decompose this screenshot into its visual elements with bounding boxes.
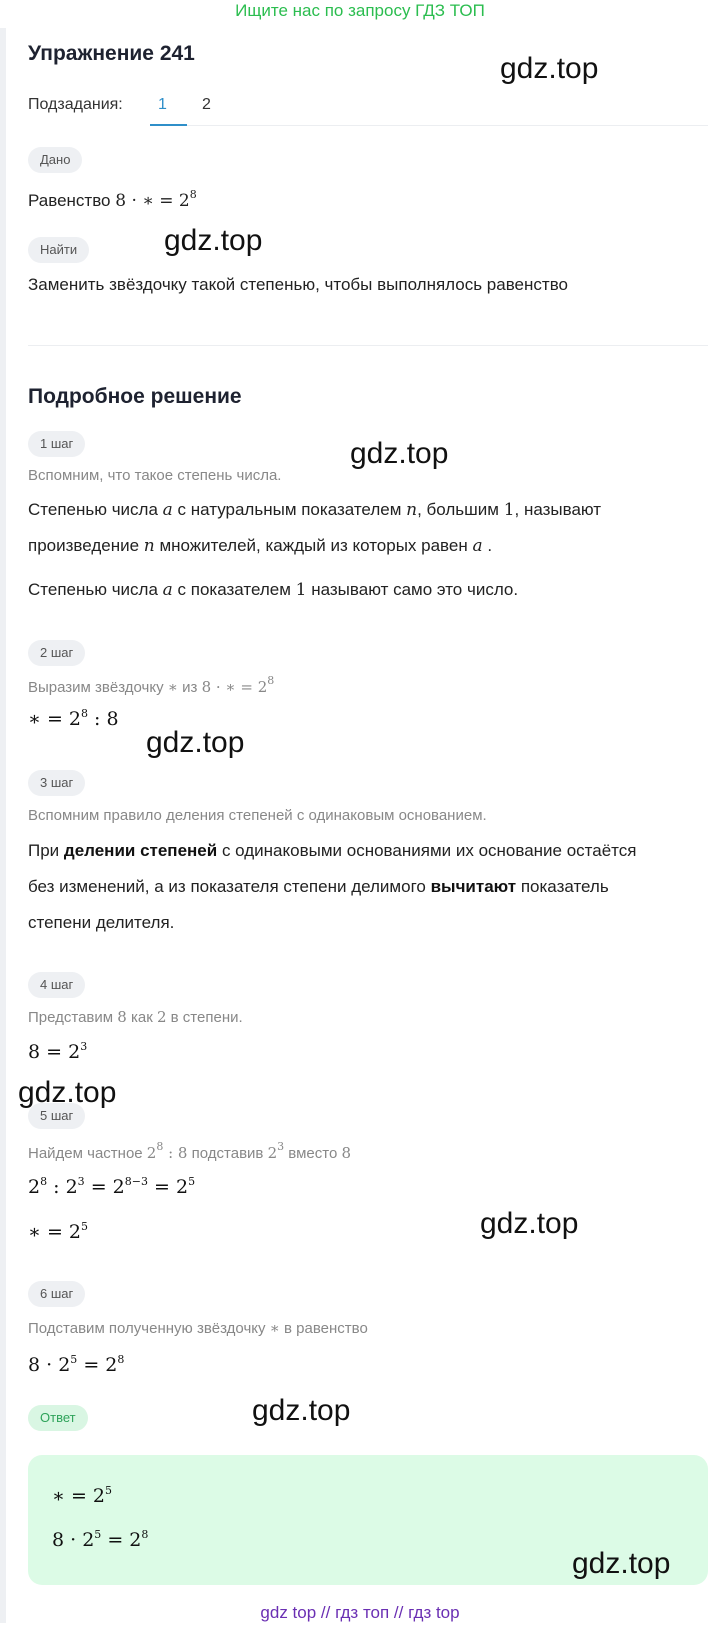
solution-title: Подробное решение: [28, 385, 242, 408]
step-3-line-1: При делении степеней с одинаковыми основаниями их основание остаётся: [28, 841, 637, 860]
given-formula: 8 · ∗ = $2^8$: [115, 188, 197, 211]
step-4-hint: Представим 8 как 2 в степени.: [28, 1008, 243, 1026]
find-text: Заменить звёздочку такой степенью, чтобы выполнялось равенство: [28, 275, 568, 294]
tabs-divider: [187, 125, 708, 126]
given-prefix: Равенство: [28, 191, 111, 210]
step-5-formula-1: $2^8$ : $2^3 = 2^{8-3} = 2^5$: [28, 1175, 196, 1198]
find-pill: Найти: [28, 237, 89, 263]
watermark: gdz.top: [146, 726, 245, 759]
step-2-pill: 2 шаг: [28, 640, 85, 666]
step-6-formula: $8 \cdot 2^5 = 2^8$: [28, 1353, 125, 1376]
given-pill: Дано: [28, 147, 82, 173]
step-3-hint: Вспомним правило деления степеней с одинаковым основанием.: [28, 807, 487, 824]
section-divider: [28, 345, 708, 346]
step-1-hint: Вспомним, что такое степень числа.: [28, 467, 282, 484]
subtasks-label: Подзадания:: [28, 96, 123, 113]
exercise-title: Упражнение 241: [28, 42, 195, 65]
step-6-pill: 6 шаг: [28, 1281, 85, 1307]
answer-formula-2: $8 \cdot 2^5 = 2^8$: [52, 1528, 149, 1551]
answer-formula-1: ∗ = $2^5$: [52, 1484, 113, 1507]
answer-pill: Ответ: [28, 1405, 88, 1431]
step-1-pill: 1 шаг: [28, 431, 85, 457]
step-1-paragraph-3: Степенью числа a с показателем 1 называют само это число.: [28, 580, 519, 600]
step-1-paragraph-1: Степенью числа a с натуральным показателем n, большим 1, называют: [28, 500, 602, 520]
watermark: gdz.top: [164, 224, 263, 257]
subtask-tab-2[interactable]: 2: [202, 96, 211, 113]
step-5-formula-2: ∗ = $2^5$: [28, 1220, 89, 1243]
promo-banner[interactable]: Ищите нас по запросу ГДЗ ТОП: [235, 1, 485, 20]
active-tab-indicator: [150, 124, 187, 126]
step-4-formula: $8 = 2^3$: [28, 1040, 88, 1063]
step-1-paragraph-2: произведение n множителей, каждый из которых равен a .: [28, 536, 493, 556]
step-2-hint: Выразим звёздочку ∗ из 8 · ∗ = $2^8$: [28, 674, 275, 696]
step-5-pill: 5 шаг: [28, 1103, 85, 1129]
watermark: gdz.top: [252, 1394, 351, 1427]
step-2-formula: ∗ = $2^8$ : 8: [28, 707, 119, 730]
watermark: gdz.top: [500, 52, 599, 85]
watermark: gdz.top: [480, 1207, 579, 1240]
watermark: gdz.top: [18, 1076, 117, 1109]
watermark: gdz.top: [350, 437, 449, 470]
step-3-line-3: степени делителя.: [28, 913, 175, 932]
given-text: [28, 182, 197, 214]
step-6-hint: Подставим полученную звёздочку ∗ в равенство: [28, 1319, 368, 1337]
footer-links[interactable]: gdz top // гдз топ // гдз top: [260, 1603, 460, 1622]
step-5-hint: Найдем частное $2^8$ : 8 подставив $2^3$ вместо 8: [28, 1140, 352, 1162]
subtask-tab-1[interactable]: 1: [158, 96, 167, 113]
step-4-pill: 4 шаг: [28, 972, 85, 998]
watermark: gdz.top: [572, 1547, 671, 1580]
left-rail: [0, 28, 6, 1623]
step-3-pill: 3 шаг: [28, 770, 85, 796]
step-3-line-2: без изменений, а из показателя степени делимого вычитают показатель: [28, 877, 609, 896]
